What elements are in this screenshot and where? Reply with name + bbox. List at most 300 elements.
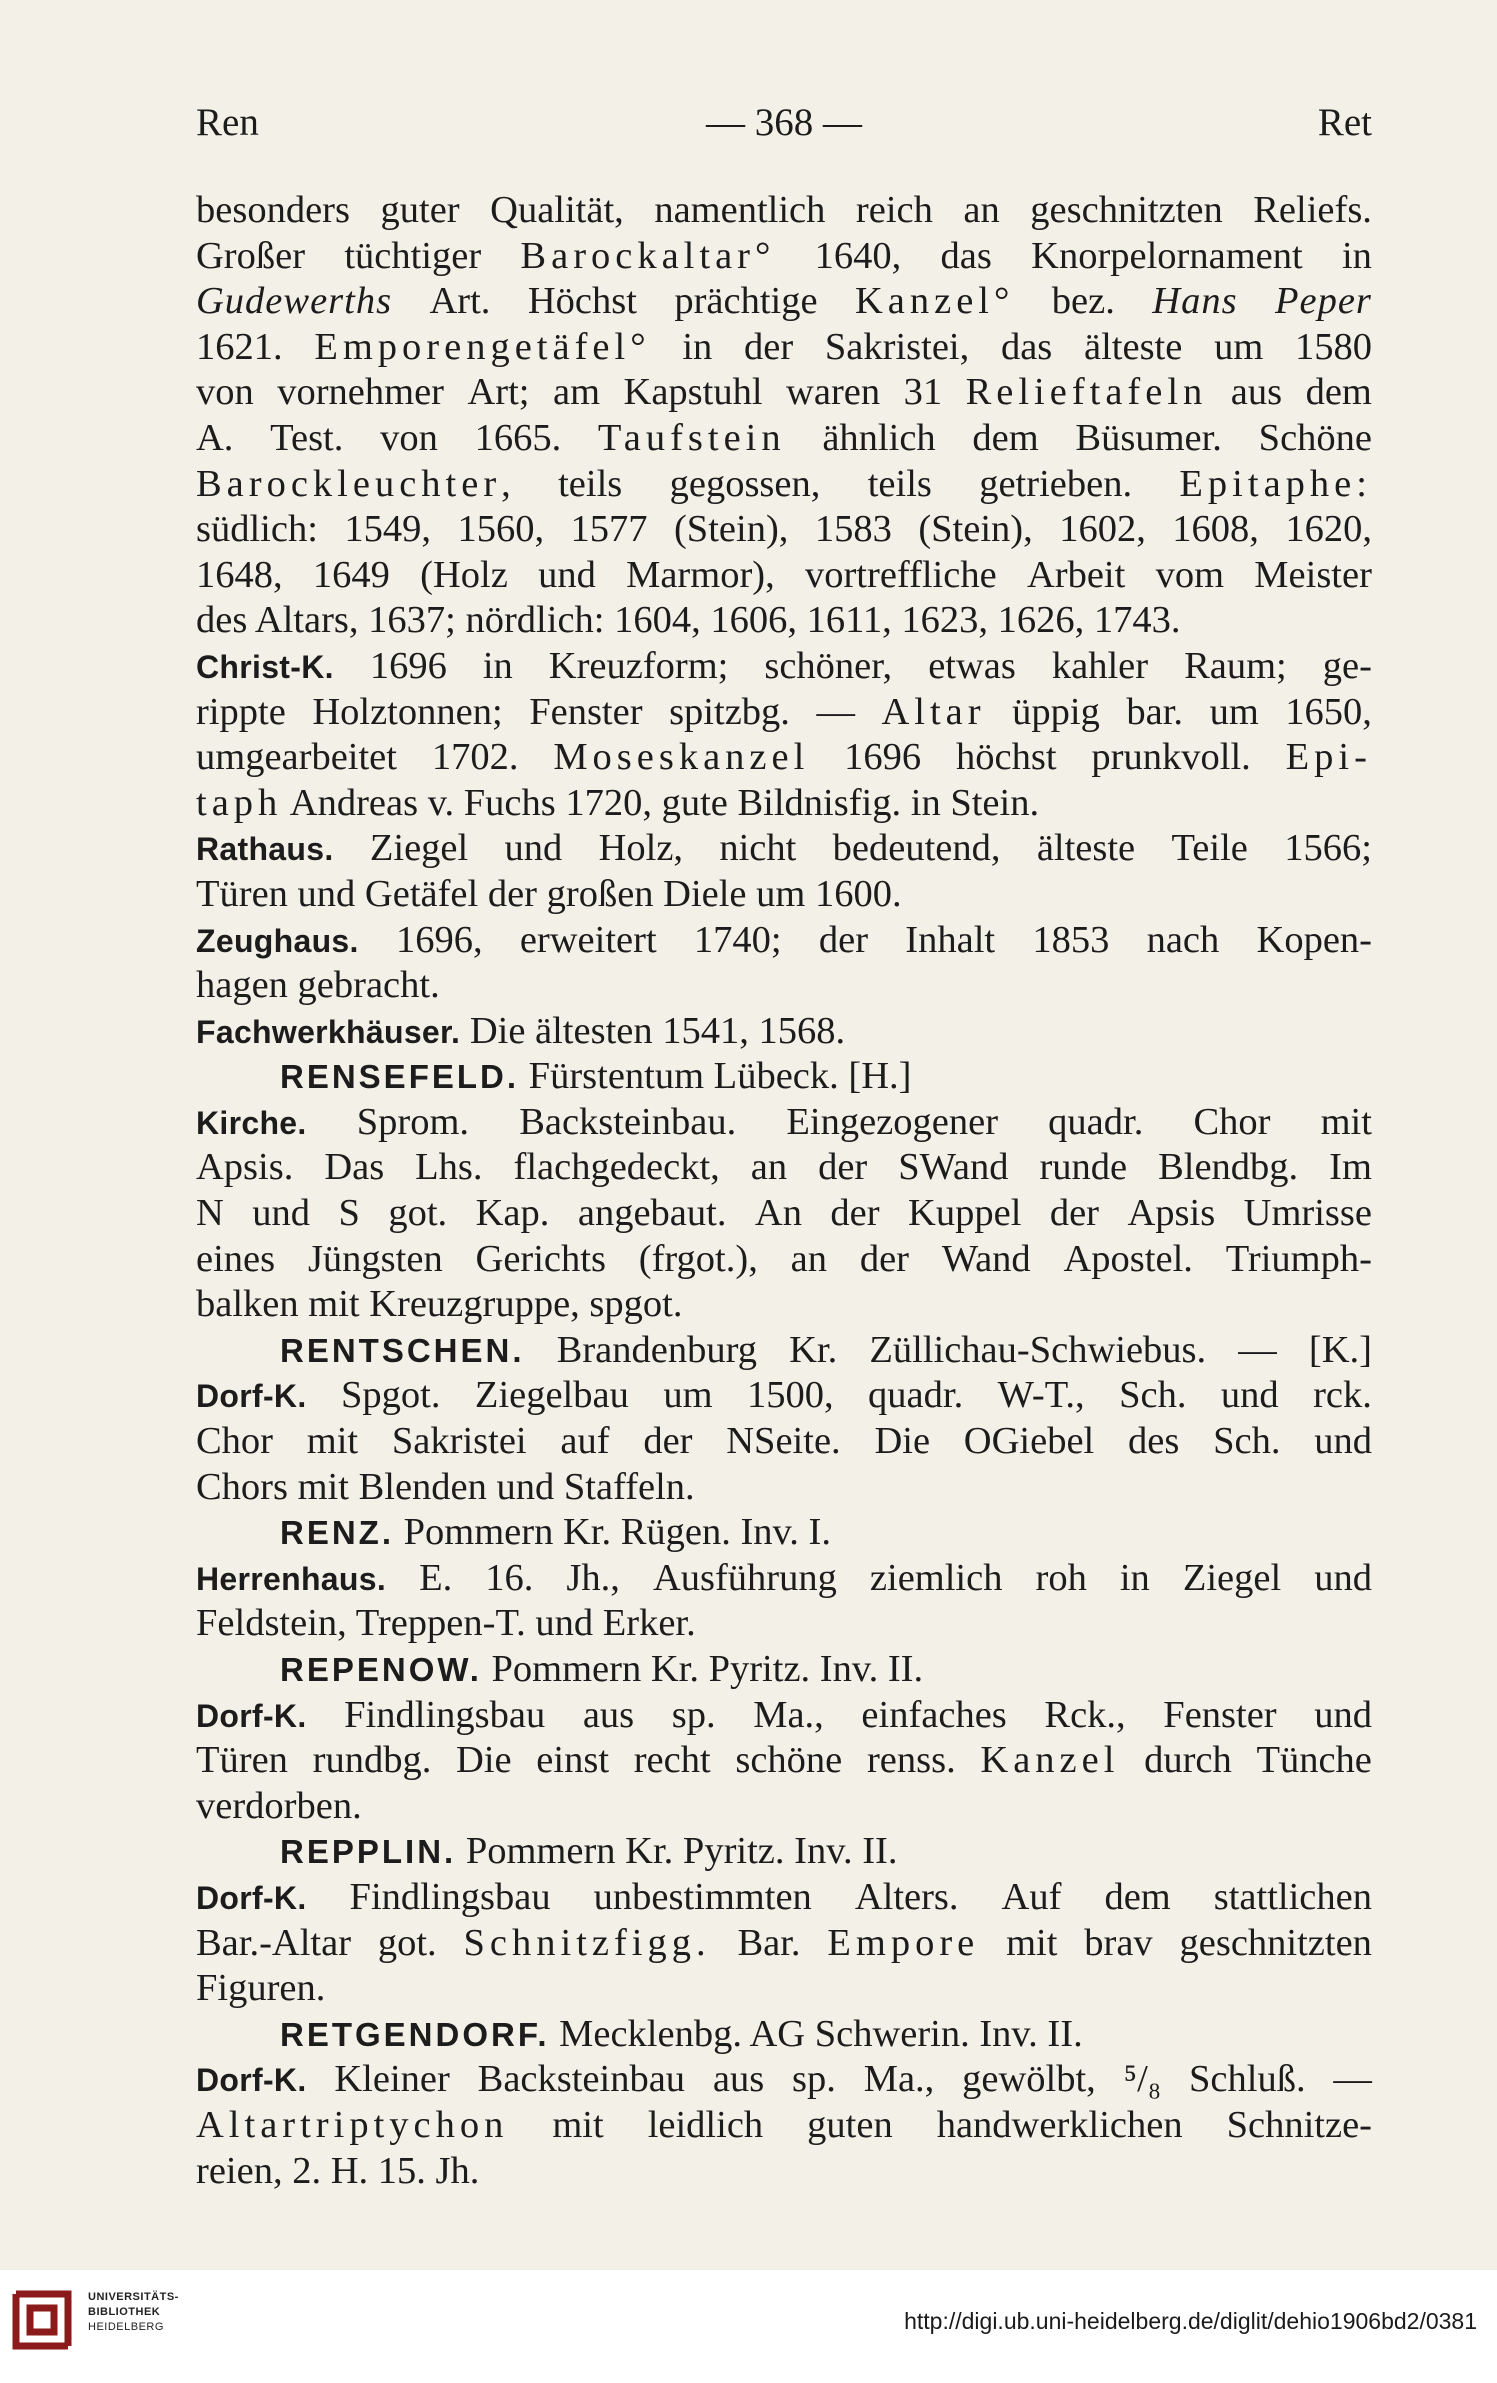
- text-run: in: [1341, 234, 1372, 277]
- word: [1254, 553, 1372, 599]
- word: [415, 1145, 482, 1191]
- text-line: [196, 1328, 1372, 1374]
- text-run: Hans: [1152, 280, 1238, 323]
- word: [432, 735, 519, 781]
- text-run: Empore: [827, 1921, 980, 1964]
- text-run: auf: [560, 1420, 610, 1463]
- word: [1285, 690, 1372, 736]
- word: [357, 1100, 469, 1146]
- word: [737, 1921, 800, 1967]
- word: [1084, 1921, 1152, 1967]
- entry-keyword: Fachwerkhäuser.: [196, 1013, 461, 1050]
- text-run: Fürstentum Lübeck. [H.]: [519, 1055, 912, 1098]
- word: [751, 1145, 787, 1191]
- text-run: Büsumer.: [1075, 416, 1222, 459]
- word: [1036, 1556, 1087, 1602]
- word: [1124, 2057, 1162, 2103]
- word: [815, 234, 902, 280]
- source-url-link[interactable]: http://digi.ub.uni-heidelberg.de/diglit/dehio1906bd2/0381: [904, 2308, 1477, 2334]
- text-line: [196, 1237, 1372, 1283]
- header-left-keyword: Ren: [196, 101, 259, 144]
- text-line: [196, 1601, 1372, 1647]
- word: [747, 1373, 834, 1419]
- text-run: N: [196, 1192, 224, 1235]
- text-run: quadr.: [868, 1374, 964, 1417]
- text-run: der: [859, 1237, 909, 1280]
- text-run: 1602,: [1059, 508, 1146, 551]
- logo-line: BIBLIOTHEK: [88, 2306, 161, 2318]
- word: [520, 234, 775, 280]
- text-run: NSeite.: [726, 1420, 841, 1463]
- text-line: [196, 1419, 1372, 1465]
- word: [1313, 1373, 1372, 1419]
- text-run: Sch.: [1119, 1374, 1187, 1417]
- text-run: 1740;: [693, 918, 782, 961]
- text-line: [196, 1054, 1372, 1100]
- word: [1075, 416, 1222, 462]
- word: [815, 507, 892, 553]
- word: [196, 1237, 275, 1283]
- text-run: gewölbt,: [962, 2058, 1096, 2101]
- word: [196, 1921, 351, 1967]
- text-run: Pommern Kr. Rügen. Inv. I.: [394, 1511, 831, 1554]
- text-run: [K.]: [1308, 1328, 1372, 1371]
- word: [998, 1373, 1085, 1419]
- text-run: Qualität,: [490, 189, 624, 231]
- word: [1309, 1328, 1372, 1374]
- word: [571, 507, 648, 553]
- text-run: sp.: [792, 2058, 836, 2101]
- text-run: und: [1220, 1374, 1279, 1417]
- word: [196, 1100, 307, 1147]
- word: [553, 735, 809, 781]
- word: [792, 2057, 836, 2103]
- text-run: namentlich: [654, 189, 826, 231]
- text-run: Backsteinbau: [477, 2058, 686, 2101]
- text-run: rippte: [196, 690, 286, 733]
- text-run: Marmor),: [626, 553, 775, 596]
- text-run: 1696,: [395, 918, 483, 961]
- word: [786, 370, 880, 416]
- word: [598, 416, 786, 462]
- text-run: Chor: [1193, 1100, 1271, 1143]
- word: [764, 644, 892, 690]
- text-run: hagen gebracht.: [196, 964, 440, 1007]
- word: [672, 1693, 716, 1739]
- word: [514, 1145, 720, 1191]
- text-run: (Stein),: [673, 508, 789, 551]
- text-run: südlich:: [196, 508, 318, 551]
- text-line: [196, 507, 1372, 553]
- text-line: [196, 279, 1372, 325]
- text-run: 1549,: [344, 508, 431, 551]
- word: [908, 1191, 1021, 1237]
- text-run: und: [538, 553, 596, 596]
- text-run: Holztonnen;: [312, 690, 503, 733]
- word: [566, 1556, 619, 1602]
- text-run: einst: [536, 1739, 610, 1782]
- word: [966, 370, 1208, 416]
- word: [1064, 1237, 1193, 1283]
- text-run: Ma.,: [753, 1693, 824, 1736]
- entry-keyword: RENSEFELD.: [280, 1058, 520, 1096]
- word: [396, 918, 483, 964]
- word: [1052, 279, 1115, 325]
- word: [1144, 1738, 1232, 1784]
- entry-keyword: Christ-K.: [196, 648, 334, 685]
- word: [505, 826, 563, 872]
- text-run: Die ältesten 1541, 1568.: [460, 1009, 846, 1052]
- word: [654, 188, 825, 234]
- text-run: Holz,: [598, 827, 684, 870]
- word: [370, 826, 468, 872]
- word: [519, 1100, 736, 1146]
- text-run: Ausführung: [652, 1556, 837, 1599]
- word: [1284, 826, 1372, 872]
- text-run: Sprom.: [356, 1100, 470, 1143]
- text-run: 1620,: [1285, 508, 1372, 551]
- word: [1059, 507, 1146, 553]
- text-run: mit: [1006, 1921, 1058, 1964]
- text-run: und: [1314, 1420, 1372, 1463]
- text-run: 1649: [312, 553, 390, 596]
- text-run: reich: [855, 189, 933, 231]
- text-run: spitzbg.: [669, 690, 790, 733]
- text-run: das: [1000, 325, 1053, 368]
- word: [941, 234, 992, 280]
- text-line: [196, 826, 1372, 872]
- word: [1256, 1738, 1371, 1784]
- text-run: Bar.-Altar: [196, 1921, 352, 1964]
- entry-keyword: Rathaus.: [196, 831, 334, 868]
- text-line: [196, 1693, 1372, 1739]
- text-line: [196, 2103, 1372, 2149]
- text-run: Taufstein: [597, 416, 786, 459]
- text-run: Züllichau-Schwiebus.: [869, 1328, 1207, 1371]
- text-run: der: [818, 918, 869, 961]
- text-run: Kanzel: [980, 1739, 1120, 1782]
- text-run: um: [663, 1374, 713, 1417]
- word: [196, 918, 359, 965]
- word: [755, 1191, 802, 1237]
- text-run: dem: [972, 416, 1039, 459]
- word: [898, 1145, 1008, 1191]
- text-run: von: [380, 416, 438, 459]
- word: [1306, 370, 1372, 416]
- word: [483, 644, 513, 690]
- word: [338, 1191, 359, 1237]
- text-run: höchst: [956, 736, 1057, 779]
- word: [1214, 325, 1263, 371]
- word: [1104, 1875, 1170, 1921]
- text-run: Schnitze-: [1226, 2103, 1372, 2146]
- text-run: Gerichts: [475, 1237, 606, 1280]
- word: [1050, 1191, 1099, 1237]
- word: [196, 826, 334, 873]
- word: [552, 2103, 603, 2149]
- library-logo-text: [88, 2290, 179, 2335]
- word: [196, 2103, 508, 2149]
- text-run: nicht: [719, 827, 797, 870]
- word: [196, 1145, 293, 1191]
- text-run: nach: [1146, 918, 1220, 961]
- word: [341, 1373, 440, 1419]
- text-run: Lhs.: [415, 1146, 483, 1189]
- text-run: 1853: [1032, 918, 1110, 961]
- word: [1183, 1556, 1281, 1602]
- word: [196, 1875, 307, 1922]
- word: [557, 1328, 757, 1374]
- word: [1158, 1145, 1298, 1191]
- word: [196, 1373, 307, 1420]
- text-run: 1560,: [457, 508, 545, 551]
- word: [818, 1145, 867, 1191]
- word: [855, 1875, 959, 1921]
- text-run: 1577: [570, 508, 648, 551]
- text-run: Ma.,: [863, 2058, 935, 2101]
- text-run: —: [1238, 1328, 1277, 1371]
- word: [1323, 644, 1372, 690]
- text-run: Chor: [196, 1420, 273, 1463]
- text-run: Fenster: [529, 690, 643, 733]
- text-run: Andreas v. Fuchs 1720, gute Bildnisfig. in Stein.: [282, 781, 1040, 824]
- text-run: kahler: [1051, 644, 1149, 687]
- entry-keyword: Kirche.: [196, 1104, 307, 1141]
- word: [196, 1693, 307, 1740]
- text-run: teils: [558, 462, 623, 505]
- word: [196, 2057, 307, 2104]
- text-line: [196, 1784, 1372, 1830]
- text-run: got.: [388, 1192, 448, 1235]
- word: [1044, 1693, 1125, 1739]
- text-run: Jh.,: [566, 1556, 620, 1599]
- word: [196, 1556, 386, 1603]
- text-line: [196, 1282, 1372, 1328]
- entry-keyword: Dorf-K.: [196, 1378, 307, 1415]
- text-run: der: [818, 1146, 868, 1189]
- text-run: 1500,: [746, 1374, 834, 1417]
- entry-keyword: Herrenhaus.: [196, 1560, 387, 1597]
- word: [1193, 1100, 1270, 1146]
- text-run: Reliefs.: [1253, 189, 1372, 231]
- word: [1006, 1921, 1057, 1967]
- word: [308, 1237, 443, 1283]
- word: [864, 2057, 935, 2103]
- word: [1119, 1373, 1186, 1419]
- text-run: umgearbeitet: [196, 736, 397, 779]
- logo-line: UNIVERSITÄTS-: [88, 2291, 179, 2303]
- word: [578, 1191, 727, 1237]
- word: [378, 1921, 437, 1967]
- text-run: 1702.: [431, 736, 519, 779]
- word: [962, 2057, 1096, 2103]
- text-line: [196, 2149, 1372, 2195]
- word: [476, 1237, 606, 1283]
- text-run: leidlich: [647, 2103, 764, 2146]
- text-line: [196, 1009, 1372, 1055]
- logo-line: HEIDELBERG: [88, 2321, 164, 2333]
- word: [1314, 1693, 1372, 1739]
- word: [1210, 690, 1259, 736]
- text-run: Fenster: [1163, 1693, 1277, 1736]
- word: [669, 690, 790, 736]
- word: [536, 1738, 609, 1784]
- word: [1163, 1693, 1276, 1739]
- word: [869, 1328, 1206, 1374]
- word: [529, 690, 642, 736]
- word: [1171, 826, 1247, 872]
- text-run: Art;: [467, 371, 530, 414]
- text-run: E.: [419, 1556, 453, 1599]
- word: [478, 2057, 685, 2103]
- word: [979, 462, 1132, 508]
- text-run: W-T.,: [997, 1374, 1085, 1417]
- word: [856, 188, 933, 234]
- text-run: Blendbg.: [1158, 1146, 1299, 1189]
- text-run: des Altars, 1637; nördlich: 1604, 1606, 1611, 1623, 1626, 1743.: [196, 599, 1181, 642]
- word: [807, 2103, 893, 2149]
- text-run: und: [1314, 1693, 1372, 1736]
- text-run: aus: [712, 2058, 765, 2101]
- word: [476, 1191, 550, 1237]
- word: [643, 1419, 692, 1465]
- text-run: mit: [1320, 1100, 1372, 1143]
- word: [196, 644, 334, 691]
- text-run: getrieben.: [979, 462, 1133, 505]
- text-run: brav: [1084, 1921, 1153, 1964]
- text-run: 1566;: [1284, 827, 1372, 870]
- word: [392, 1419, 527, 1465]
- word: [1030, 188, 1222, 234]
- text-run: Epi-: [1285, 736, 1372, 779]
- text-run: ähnlich: [822, 416, 936, 459]
- word: [870, 1556, 1003, 1602]
- word: [918, 507, 1032, 553]
- entry-keyword: RENZ.: [280, 1514, 394, 1552]
- word: [252, 1191, 310, 1237]
- word: [928, 644, 1016, 690]
- text-line: [196, 963, 1372, 1009]
- entry-keyword: Dorf-K.: [196, 1697, 307, 1734]
- word: [1091, 735, 1250, 781]
- word: [344, 507, 431, 553]
- word: [1172, 507, 1259, 553]
- text-run: älteste: [1036, 827, 1136, 870]
- text-run: Epitaphe:: [1179, 462, 1372, 505]
- text-run: durch: [1144, 1739, 1232, 1782]
- entry-keyword: Dorf-K.: [196, 1879, 307, 1916]
- word: [822, 416, 935, 462]
- word: [1213, 1419, 1280, 1465]
- text-run: älteste: [1084, 325, 1183, 368]
- word: [1128, 1419, 1179, 1465]
- word: [904, 370, 943, 416]
- word: [1214, 1875, 1372, 1921]
- word: [312, 690, 502, 736]
- text-run: —: [1333, 2058, 1372, 2101]
- text-run: in: [1119, 1556, 1150, 1599]
- text-run: der: [830, 1192, 880, 1235]
- word: [1342, 234, 1372, 280]
- text-run: dem: [1104, 1875, 1171, 1918]
- text-line: [196, 416, 1372, 462]
- text-line: [196, 598, 1372, 644]
- text-line: [196, 553, 1372, 599]
- text-run: Großer: [196, 234, 306, 277]
- text-run: recht: [633, 1739, 711, 1782]
- text-run: Umrisse: [1243, 1192, 1372, 1235]
- text-run: von: [196, 371, 254, 414]
- text-run: um: [1214, 325, 1264, 368]
- word: [1321, 1100, 1372, 1146]
- text-run: Die: [456, 1739, 512, 1782]
- word: [549, 644, 729, 690]
- text-run: bar.: [1126, 690, 1184, 733]
- word: [196, 507, 318, 553]
- text-line: [196, 1465, 1372, 1511]
- library-logo[interactable]: [8, 2286, 188, 2354]
- word: [313, 1738, 432, 1784]
- text-run: Art.: [429, 280, 491, 323]
- word: [1221, 1373, 1279, 1419]
- word: [694, 918, 782, 964]
- word: [719, 826, 796, 872]
- text-run: Apsis.: [196, 1146, 294, 1189]
- text-run: Pommern Kr. Pyritz. Inv. II.: [481, 1648, 924, 1690]
- word: [972, 416, 1038, 462]
- text-run: Backsteinbau.: [519, 1100, 737, 1143]
- word: [874, 1419, 930, 1465]
- word: [334, 2057, 449, 2103]
- word: [753, 1693, 824, 1739]
- entry-keyword: REPPLIN.: [280, 1833, 457, 1871]
- word: [520, 918, 657, 964]
- text-run: Raum;: [1184, 644, 1287, 687]
- word: [682, 325, 712, 371]
- entry-keyword: Dorf-K.: [196, 2062, 307, 2099]
- text-run: 1696: [369, 644, 447, 687]
- text-run: Kanzel°: [854, 280, 1015, 323]
- word: [653, 1556, 837, 1602]
- word: [937, 2103, 1183, 2149]
- text-run: an: [963, 189, 1000, 231]
- text-run: 16.: [485, 1556, 534, 1599]
- text-run: teils: [867, 462, 932, 505]
- word: [1238, 1328, 1277, 1374]
- word: [560, 1419, 609, 1465]
- word: [744, 325, 793, 371]
- text-run: Relieftafeln: [965, 371, 1208, 414]
- word: [457, 507, 544, 553]
- text-line: [196, 188, 1372, 234]
- text-run: Figuren.: [196, 1967, 326, 2010]
- word: [789, 1328, 837, 1374]
- word: [420, 553, 508, 599]
- text-run: in: [682, 325, 713, 368]
- word: [1259, 416, 1372, 462]
- word: [196, 690, 286, 736]
- word: [1052, 644, 1148, 690]
- word: [538, 553, 596, 599]
- text-run: ge-: [1322, 644, 1372, 687]
- word: [464, 1921, 711, 1967]
- text-run: Meister: [1254, 553, 1372, 596]
- text-line: [196, 1100, 1372, 1146]
- word: [805, 553, 997, 599]
- text-run: Türen: [196, 1739, 288, 1782]
- word: [196, 1738, 288, 1784]
- word: [1001, 325, 1052, 371]
